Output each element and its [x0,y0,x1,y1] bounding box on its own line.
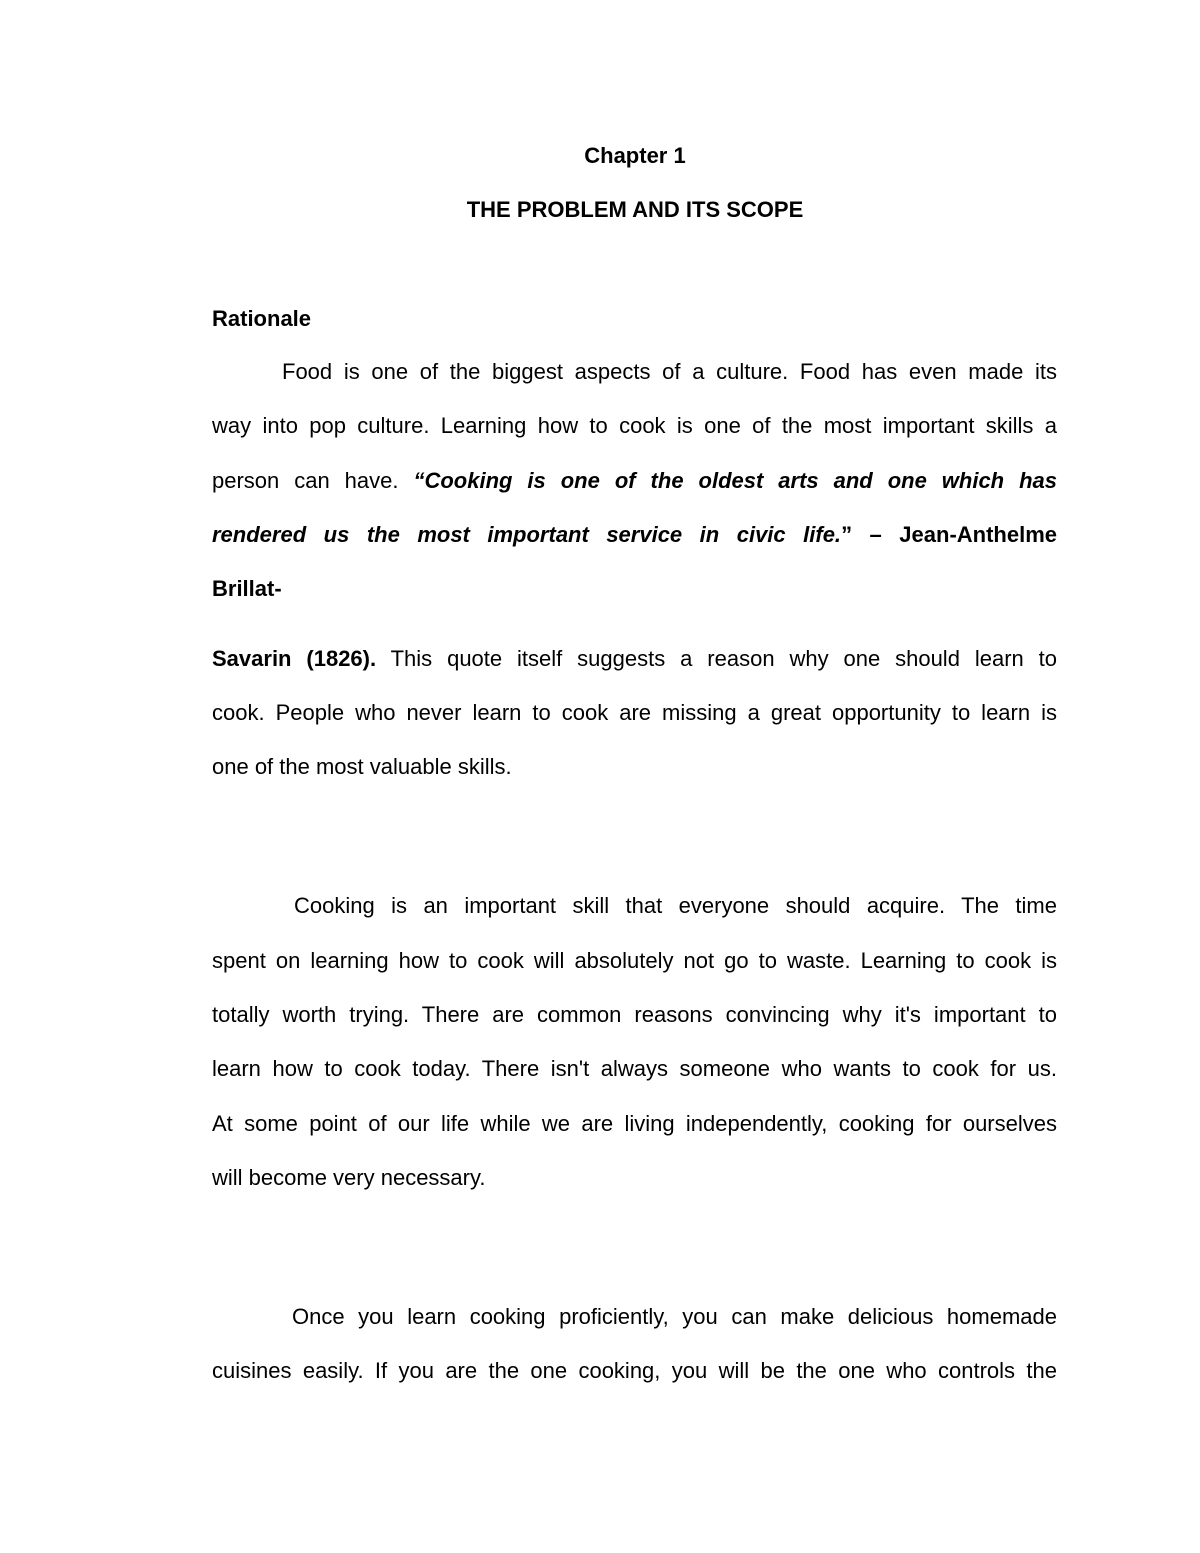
quote-attribution: ” – Jean-Anthelme [841,522,1058,547]
paragraph-1-line-4 [212,522,1057,548]
paragraph-2-line-3: one of the most valuable skills. [212,754,512,779]
paragraph-1-text: person can have. [212,468,414,493]
paragraph-4-line-1: Once you learn cooking proficiently, you can make delicious homemade [292,1304,1057,1329]
paragraph-1-line-2: way into pop culture. Learning how to cook is one of the most important skills a [212,413,1057,438]
chapter-title: THE PROBLEM AND ITS SCOPE [466,197,804,222]
section-heading-rationale: Rationale [212,306,312,331]
paragraph-2-text: This quote itself suggests a reason why one should learn to [376,646,1058,671]
paragraph-1-line-3 [212,468,1057,494]
paragraph-3-line-4: learn how to cook today. There isn't always someone who wants to cook for us. [212,1056,1057,1081]
paragraph-2-line-1 [212,646,1057,672]
paragraph-3-line-5: At some point of our life while we are living independently, cooking for ourselves [212,1111,1057,1136]
paragraph-4-line-2: cuisines easily. If you are the one cooking, you will be the one who controls the [212,1358,1057,1383]
paragraph-3-line-1: Cooking is an important skill that everyone should acquire. The time [294,893,1057,918]
paragraph-3-line-3: totally worth trying. There are common reasons convincing why it's important to [212,1002,1057,1027]
paragraph-1-line-5: Brillat- [212,576,282,601]
quote-text-end: rendered us the most important service in civic life. [212,522,842,547]
paragraph-3-line-6: will become very necessary. [212,1165,486,1190]
paragraph-1-line-1: Food is one of the biggest aspects of a culture. Food has even made its [282,359,1057,384]
paragraph-2-line-2: cook. People who never learn to cook are missing a great opportunity to learn is [212,700,1057,725]
paragraph-3-line-2: spent on learning how to cook will absolutely not go to waste. Learning to cook is [212,948,1057,973]
chapter-heading: Chapter 1 [584,143,686,168]
quote-attribution-end: Savarin (1826). [212,646,377,671]
quote-text-start: “Cooking is one of the oldest arts and one which has [413,468,1057,493]
